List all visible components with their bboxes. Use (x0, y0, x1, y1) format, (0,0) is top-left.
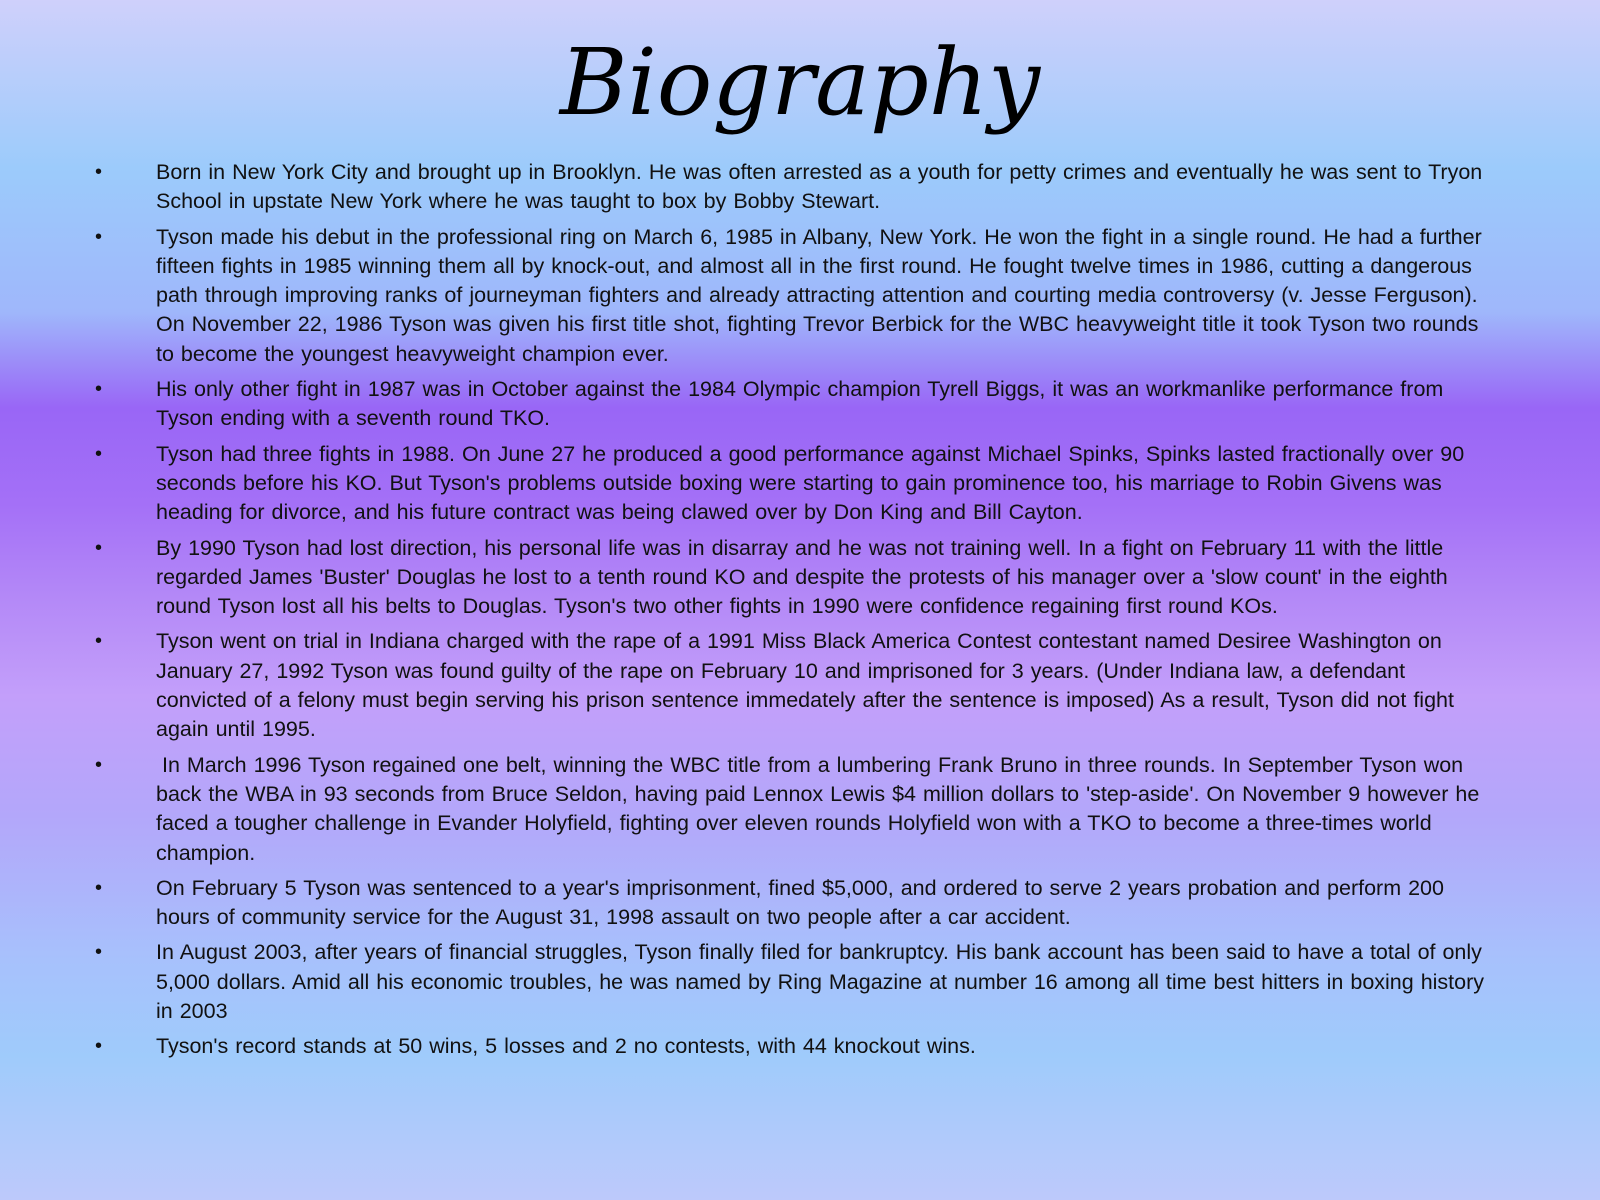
bullet-item-9 (0, 938, 1600, 1026)
bullet-text: Born in New York City and brought up in Brooklyn. He was often arrested as a youth for petty crimes and eventually he was sent to Tryon School in upstate New York where he was taught to box by Bobby Stewart. (156, 160, 1483, 214)
bullet-text: In March 1996 Tyson regained one belt, winning the WBC title from a lumbering Frank Bruno in three rounds. In September Tyson won back the WBA in 93 seconds from Bruce Seldon, having paid Lennox Lewis $4 million dollars to 'step-aside'. On November 9 however he faced a tougher challenge in Evander Holyfield, fighting over eleven rounds Holyfield won with a TKO to become a three-times world champion. (156, 752, 1487, 865)
bullet-text: Tyson's record stands at 50 wins, 5 losses and 2 no contests, with 44 knockout wins. (156, 1034, 976, 1059)
bullet-marker: • (95, 876, 103, 899)
bullet-text: His only other fight in 1987 was in October against the 1984 Olympic champion Tyrell Biggs, it was an workmanlike performance from Tyson ending with a seventh round TKO. (156, 377, 1444, 431)
bullet-marker: • (95, 941, 103, 964)
bullet-text: Tyson went on trial in Indiana charged with the rape of a 1991 Miss Black America Contest contestant named Desiree Washington on January 27, 1992 Tyson was found guilty of the rape on February 10 and imprisoned for 3 years. (Under Indiana law, a defendant convicted of a felony must begin serving his prison sentence immedately after the sentence is imposed) As a result, Tyson did not fight again until 1995. (156, 629, 1454, 742)
bullet-item-2 (0, 223, 1600, 369)
bullet-item-4 (0, 440, 1600, 528)
bullet-item-8 (0, 874, 1600, 933)
bullet-item-5 (0, 534, 1600, 622)
bullet-marker: • (95, 378, 103, 401)
bullet-text: In August 2003, after years of financial struggles, Tyson finally filed for bankruptcy. His bank account has been said to have a total of only 5,000 dollars. Amid all his economic troubles, he was named by Ring Magazine at number 16 among all time best hitters in boxing history in 2003 (156, 940, 1485, 1024)
bullet-marker: • (95, 536, 103, 559)
bullet-marker: • (95, 442, 103, 465)
bullet-text: Tyson had three fights in 1988. On June 27 he produced a good performance against Michael Spinks, Spinks lasted fractionally over 90 seconds before his KO. But Tyson's problems outside boxing were starting to gain prominence too, his marriage to Robin Givens was heading for divorce, and his future contract was being clawed over by Don King and Bill Cayton. (156, 441, 1465, 525)
bullet-marker: • (95, 1035, 103, 1058)
bullet-marker: • (95, 161, 103, 183)
slide-title: Biography (559, 29, 1041, 136)
bullet-text: Tyson made his debut in the professional ring on March 6, 1985 in Albany, New York. He won the fight in a single round. He had a further fifteen fights in 1985 winning them all by knock-out, and almost all in the first round. He fought twelve times in 1986, cutting a dangerous path through improving ranks of journeyman fighters and already attracting attention and courting media controversy (v. Jesse Ferguson). On November 22, 1986 Tyson was given his first title shot, fighting Trevor Berbick for the WBC heavyweight title it took Tyson two rounds to become the youngest heavyweight champion ever. (156, 224, 1482, 366)
bullet-item-1 (0, 158, 1600, 217)
bullet-item-3 (0, 375, 1600, 434)
bullet-list (0, 158, 1600, 1068)
bullet-text: On February 5 Tyson was sentenced to a year's imprisonment, fined $5,000, and ordered to serve 2 years probation and perform 200 hours of community service for the August 31, 1998 assault on two people after a car accident. (156, 875, 1444, 930)
bullet-marker: • (95, 225, 103, 248)
bullet-text: By 1990 Tyson had lost direction, his personal life was in disarray and he was not training well. In a fight on February 11 with the little regarded James 'Buster' Douglas he lost to a tenth round KO and despite the protests of his manager over a 'slow count' in the eighth round Tyson lost all his belts to Douglas. Tyson's two other fights in 1990 were confidence regaining first round KOs. (156, 535, 1448, 619)
bullet-item-7 (0, 751, 1600, 868)
bullet-marker: • (95, 753, 103, 776)
bullet-marker: • (95, 630, 103, 653)
bullet-item-6 (0, 627, 1600, 744)
bullet-item-10 (0, 1032, 1600, 1061)
